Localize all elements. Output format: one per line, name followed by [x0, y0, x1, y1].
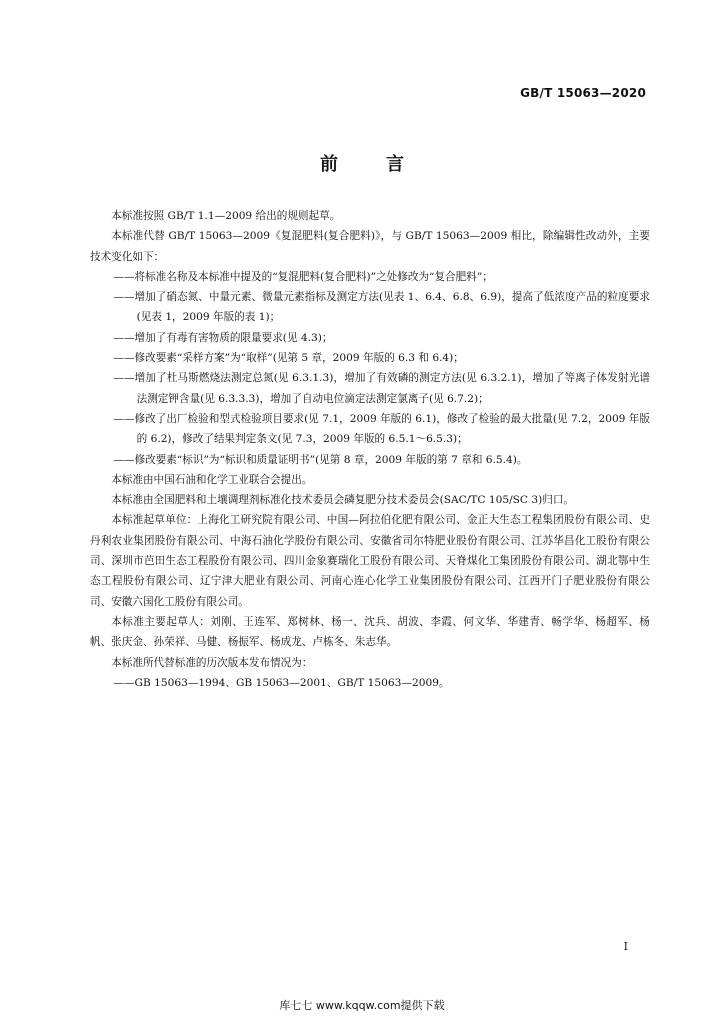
title-char-2: 言 [386, 154, 404, 175]
change-item: ——增加了硝态氮、中量元素、微量元素指标及测定方法(见表 1、6.4、6.8、6.9)，提高了低浓度产品的粒度要求(见表 1，2009 年版的表 1)； [113, 291, 650, 324]
paragraph: 本标准代替 GB/T 15063—2009《复混肥料(复合肥料)》，与 GB/T 15063—2009 相比，除编辑性改动外，主要技术变化如下： [90, 230, 650, 263]
change-item: ——将标准名称及本标准中提及的“复混肥料(复合肥料)”之处修改为“复合肥料”； [113, 270, 493, 283]
standard-code: GB/T 15063—2020 [520, 86, 646, 100]
change-item: ——增加了杜马斯燃烧法测定总氮(见 6.3.1.3)，增加了有效磷的测定方法(见 6.3.2.1)，增加了等离子体发射光谱法测定钾含量(见 6.3.3.3)，增加了自动电位滴定法测定氯离子(见 6.7.2)； [113, 372, 650, 405]
title-char-1: 前 [320, 154, 338, 175]
change-item: ——增加了有毒有害物质的限量要求(见 4.3)； [113, 331, 333, 344]
page-number: I [623, 940, 628, 953]
drafting-units: 本标准起草单位：上海化工研究院有限公司、中国—阿拉伯化肥有限公司、金正大生态工程集团股份有限公司、史丹利农业集团股份有限公司、中海石油化学股份有限公司、安徽省司尔特肥业股份有限公司、江苏华昌化工股份有限公司、深圳市芭田生态工程股份有限公司、四川金象赛瑞化工股份有限公司、天脊煤化工集团股份有限公司、湖北鄂中生态工程股份有限公司、辽宁津大肥业有限公司、河南心连心化学工业集团股份有限公司、江西开门子肥业股份有限公司、安徽六国化工股份有限公司。 [90, 514, 650, 608]
paragraph: 本标准由中国石油和化学工业联合会提出。 [111, 473, 313, 486]
change-item: ——修改了出厂检验和型式检验项目要求(见 7.1，2009 年版的 6.1)，修改了检验的最大批量(见 7.2，2009 年版的 6.2)，修改了结果判定条文(见 7.3，2009 年版的 6.5.1～6.5.3)； [113, 412, 650, 446]
version-history: ——GB 15063—1994、GB 15063—2001、GB/T 15063—2009。 [113, 676, 450, 689]
paragraph: 本标准由全国肥料和土壤调理剂标准化技术委员会磷复肥分技术委员会(SAC/TC 105/SC 3)归口。 [111, 494, 575, 507]
paragraph: 本标准按照 GB/T 1.1—2009 给出的规则起草。 [111, 210, 341, 222]
foreword-body [90, 206, 650, 693]
change-item: ——修改要素“标识”为“标识和质量证明书”(见第 8 章，2009 年版的第 7 章和 6.5.4)。 [113, 453, 528, 466]
download-footer: 库七七 www.kqqw.com提供下载 [279, 999, 445, 1012]
page-title [0, 150, 724, 176]
paragraph: 本标准所代替标准的历次版本发布情况为： [111, 656, 313, 669]
change-item: ——修改要素“采样方案”为“取样”(见第 5 章，2009 年版的 6.3 和 6.4)； [113, 352, 464, 365]
drafters: 本标准主要起草人：刘刚、王连军、郑树林、杨一、沈兵、胡波、李霞、何文华、华建青、畅学华、杨超军、杨帆、张庆金、孙荣祥、马健、杨振军、杨成龙、卢栋冬、朱志华。 [90, 615, 650, 649]
